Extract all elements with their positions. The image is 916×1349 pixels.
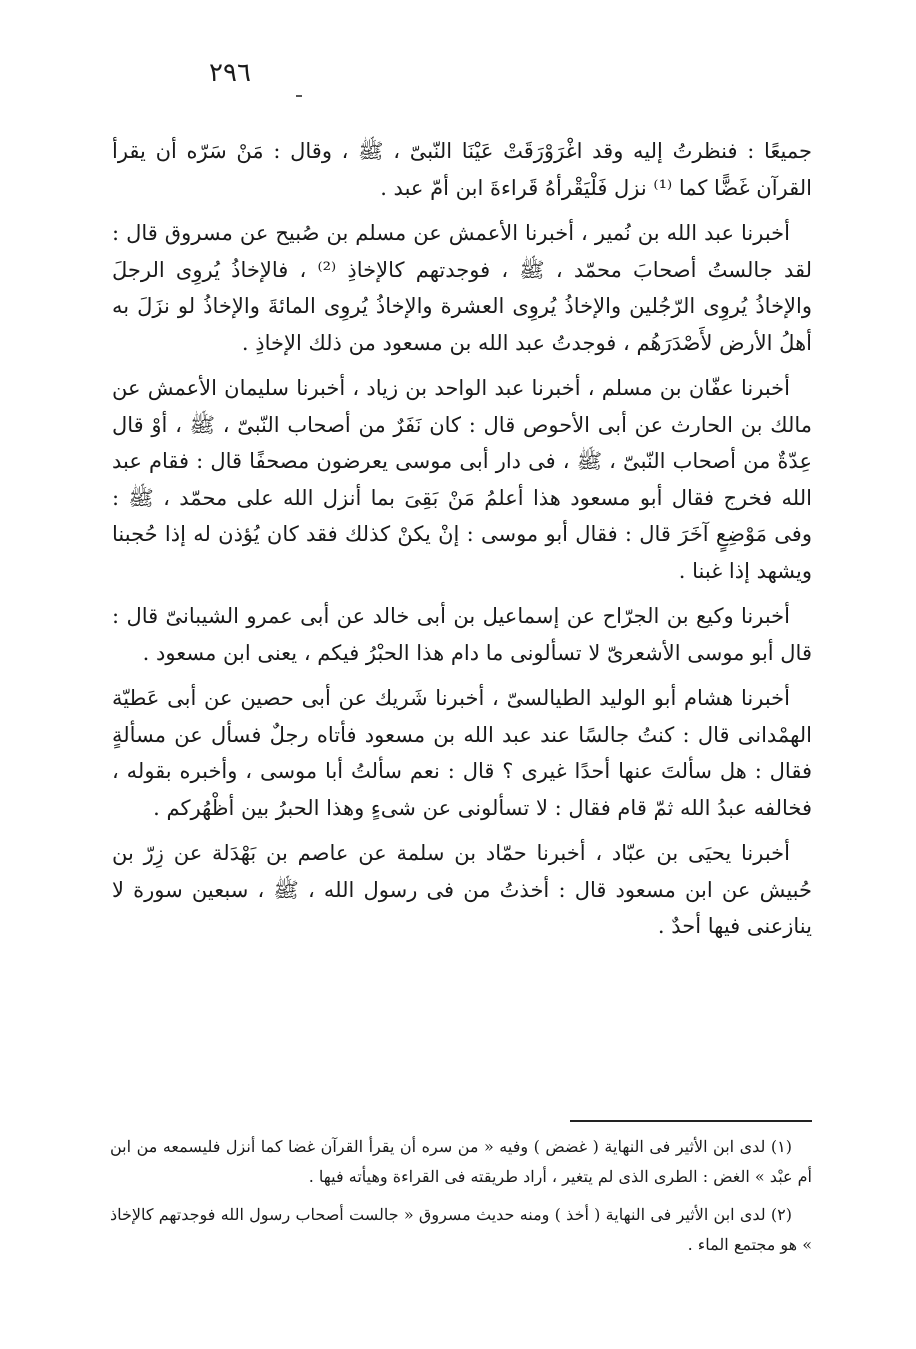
paragraph: أخبرنا هشام أبو الوليد الطيالسىّ ، أخبرنا شَريك عن أبى حصين عن أبى عَطيّة الهمْدانى قال : كنتُ جالسًا عند عبد الله بن مسعود فأتاه رجلٌ فسأل عن مسألةٍ فقال : هل سألتَ عنها أحدًا غيرى ؟ قال : نعم سألتُ أبا موسى ، وأخبره بقوله ، فخالفه عبدُ الله ثمّ قام فقال : لا تسألونى عن شىءٍ وهذا الحبرُ بين أظْهُركم . [112,686,812,820]
footnotes [110,1132,812,1268]
footnote: (٢) لدى ابن الأثير فى النهاية ( أخذ ) ومنه حديث مسروق « جالست أصحاب رسول الله فوجدتهم كالإخاذ » هو مجتمع الماء . [110,1205,812,1254]
paragraph: أخبرنا عبد الله بن نُمير ، أخبرنا الأعمش عن مسلم بن صُبيح عن مسروق قال : لقد جالستُ أصحابَ محمّد ، ﷺ ، فوجدتهم كالإخاذِ ⁽²⁾ ، فالإخاذُ يُروِى الرجلَ والإخاذُ يُروِى الرّجُلين والإخاذُ يُروِى العشرة والإخاذُ يُروِى المائةَ والإخاذُ لو نزَلَ به أهلُ الأرض لأَصْدَرَهُم ، فوجدتُ عبد الله بن مسعود من ذلك الإخاذِ . [112,221,812,355]
footnote: (١) لدى ابن الأثير فى النهاية ( غضض ) وفيه « من سره أن يقرأ القرآن غضا كما أنزل فليسمعه من ابن أم عبْد » الغض : الطرى الذى لم يتغير ، أراد طريقته فى القراءة وهيأته فيها . [110,1137,812,1186]
header-mark [296,95,302,97]
footnote-divider [570,1120,812,1122]
paragraph: جميعًا : فنظرتُ إليه وقد اغْرَوْرَقَتْ عَيْنَا النّبىّ ، ﷺ ، وقال : مَنْ سَرّه أن يقرأ القرآن غَضًّا كما ⁽¹⁾ نزل فَلْيَقْرأهُ قَراءةَ ابن أمّ عبد . [112,139,812,200]
paragraph: أخبرنا وكيع بن الجرّاح عن إسماعيل بن أبى خالد عن أبى عمرو الشيبانىّ قال : قال أبو موسى الأشعرىّ لا تسألونى ما دام هذا الحبْرُ فيكم ، يعنى ابن مسعود . [112,604,812,665]
paragraph: أخبرنا يحيَى بن عبّاد ، أخبرنا حمّاد بن سلمة عن عاصم بن بَهْدَلة عن زِرّ بن حُبيش عن ابن مسعود قال : أخذتُ من فى رسول الله ، ﷺ ، سبعين سورة لا ينازعنى فيها أحدٌ . [112,841,812,938]
main-text [112,133,812,954]
page-number: ٢٩٦ [209,58,251,88]
paragraph: أخبرنا عفّان بن مسلم ، أخبرنا عبد الواحد بن زياد ، أخبرنا سليمان الأعمش عن مالك بن الحارث عن أبى الأحوص قال : كان نَفَرٌ من أصحاب النّبىّ ، ﷺ ، أوْ قال عِدّةٌ من أصحاب النّبىّ ، ﷺ ، فى دار أبى موسى يعرضون مصحفًا قال : فقام عبد الله فخرج فقال أبو مسعود هذا أعلمُ مَنْ بَقِىَ بما أنزل الله على محمّد ، ﷺ : وفى مَوْضِعٍ آخَرَ قال : فقال أبو موسى : إنْ يكنْ كذلك فقد كان يُؤذن له إذا حُجبنا ويشهد إذا غبنا . [112,376,812,583]
